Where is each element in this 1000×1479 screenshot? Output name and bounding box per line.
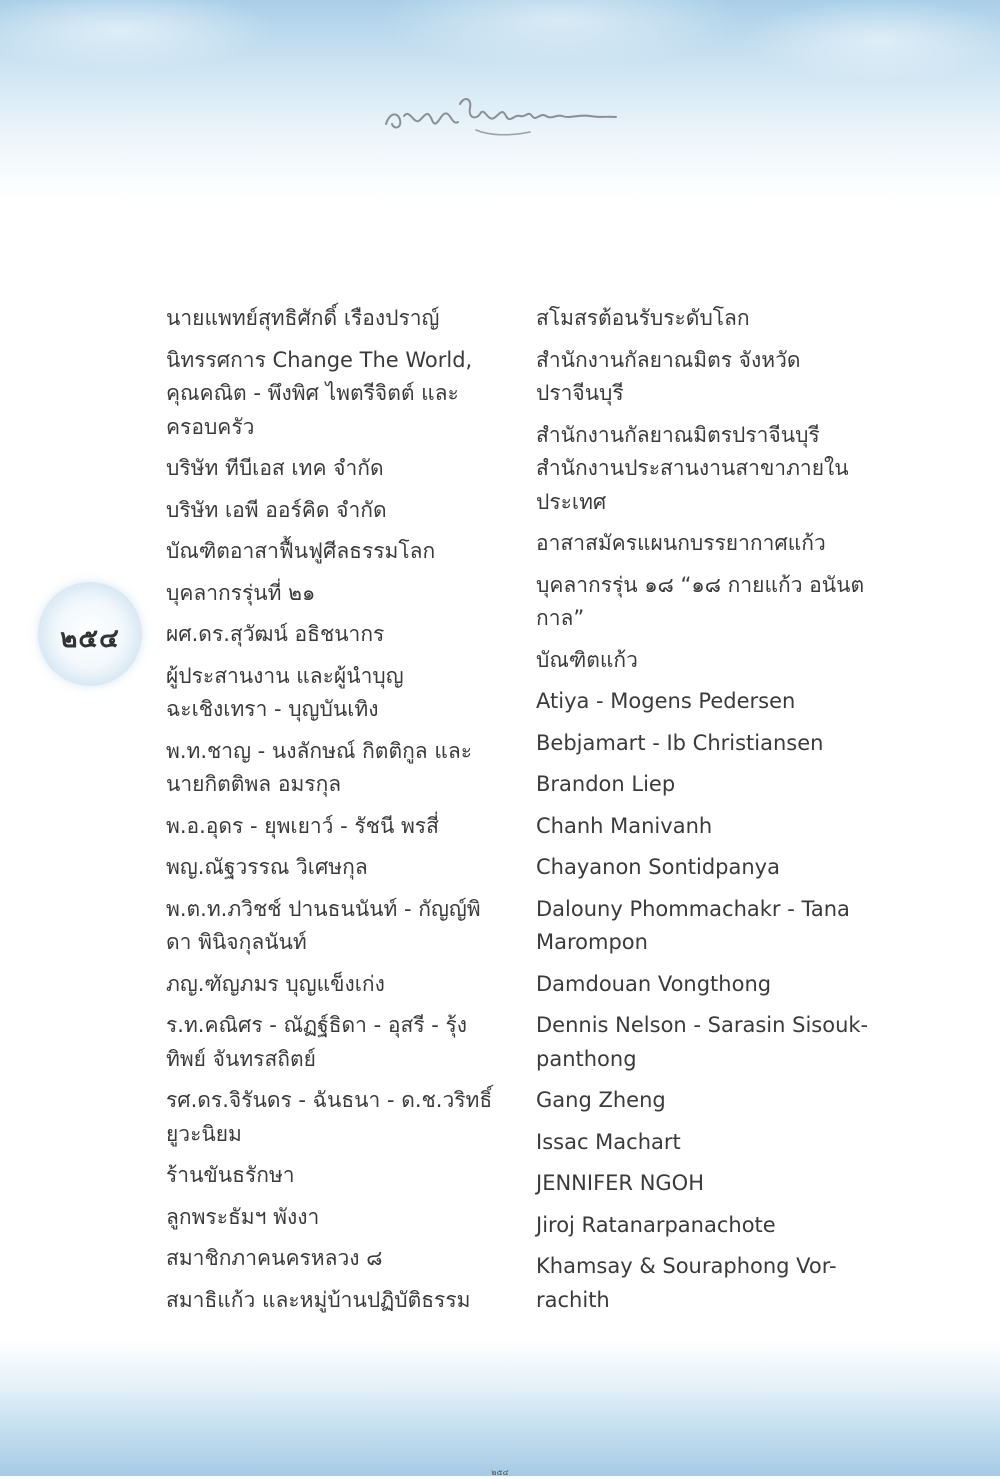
page-number: ๒๕๔	[60, 624, 120, 654]
list-item: บัณฑิตแก้ว	[536, 647, 638, 672]
list-item: บัณฑิตอาสาฟื้นฟูศีลธรรมโลก	[166, 539, 436, 563]
footer-page-mark: ๒๕๔	[491, 1468, 509, 1477]
list-item: บุคลากรรุ่น ๑๘ “๑๘ กายแก้ว อนันตกาล”	[536, 572, 865, 630]
list-item: นายแพทย์สุทธิศักดิ์ เรืองปราญ์	[166, 306, 440, 330]
list-item: ร้านขันธรักษา	[166, 1163, 295, 1187]
list-item: ภญ.ฑัญภมร บุญแข็งเก่ง	[166, 971, 385, 996]
donor-list-left	[166, 302, 506, 1325]
list-item: พ.อ.อุดร - ยุพเยาว์ - รัชนี พรสี่	[166, 813, 439, 838]
list-item: บริษัท เอพี ออร์คิด จำกัด	[166, 497, 387, 522]
list-item: ผศ.ดร.สุวัฒน์ อธิชนากร	[166, 622, 385, 646]
list-item: Atiya - Mogens Pedersen	[536, 689, 796, 713]
list-item: Issac Machart	[536, 1129, 681, 1154]
list-item: Bebjamart - Ib Christiansen	[536, 730, 824, 755]
list-item: JENNIFER NGOH	[536, 1171, 704, 1195]
list-item: รศ.ดร.จิรันดร - ฉันธนา - ด.ช.วริทธิ์ ยูวะนิยม	[166, 1088, 493, 1146]
list-item: ผู้ประสานงาน และผู้นำบุญ ฉะเชิงเทรา - บุญบันเทิง	[166, 663, 404, 721]
list-item: นิทรรศการ Change The World, คุณคณิต - พึงพิศ ไพตรีจิตต์ และครอบครัว	[166, 347, 473, 439]
list-item: Jiroj Ratanarpanachote	[536, 1212, 776, 1237]
list-item: Chanh Manivanh	[536, 813, 713, 838]
list-item: อาสาสมัครแผนกบรรยากาศแก้ว	[536, 531, 826, 555]
list-item: ลูกพระธัมฯ พังงา	[166, 1204, 320, 1229]
list-item: สมาชิกภาคนครหลวง ๘	[166, 1246, 383, 1270]
list-item: ร.ท.คณิศร - ณัฏฐ์ธิดา - อุสรี - รุ้งทิพย์ จันทรสถิตย์	[166, 1013, 468, 1071]
list-item: Damdouan Vongthong	[536, 971, 772, 996]
handwritten-signature	[380, 86, 620, 146]
list-item: Brandon Liep	[536, 772, 676, 796]
list-item: สำนักงานกัลยาณมิตร จังหวัดปราจีนบุรี	[536, 347, 801, 405]
sky-footer-background	[0, 1340, 1000, 1476]
list-item: บุคลากรรุ่นที่ ๒๑	[166, 580, 316, 605]
list-item: สโมสรต้อนรับระดับโลก	[536, 306, 750, 330]
list-item: Dennis Nelson - Sarasin Sisouk-panthong	[536, 1013, 869, 1071]
list-item: Chayanon Sontidpanya	[536, 855, 780, 879]
list-item: Dalouny Phommachakr - Tana Marompon	[536, 896, 850, 954]
list-item: พ.ต.ท.ภวิชช์ ปานธนนันท์ - กัญญ์พิดา พินิจกุลนันท์	[166, 896, 481, 954]
list-item: พญ.ณัฐวรรณ วิเศษกุล	[166, 855, 368, 879]
list-item: สมาธิแก้ว และหมู่บ้านปฏิบัติธรรม	[166, 1287, 471, 1312]
list-item: Gang Zheng	[536, 1088, 666, 1112]
list-item: สำนักงานกัลยาณมิตรปราจีนบุรี สำนักงานประสานงานสาขาภายใน ประเทศ	[536, 422, 849, 514]
list-item: Khamsay & Souraphong Vor-rachith	[536, 1254, 837, 1312]
list-item: พ.ท.ชาญ - นงลักษณ์ กิตติกูล และนายกิตติพล อมรกุล	[166, 738, 473, 796]
list-item: บริษัท ทีบีเอส เทค จำกัด	[166, 456, 384, 480]
donor-list-right	[536, 302, 876, 1325]
